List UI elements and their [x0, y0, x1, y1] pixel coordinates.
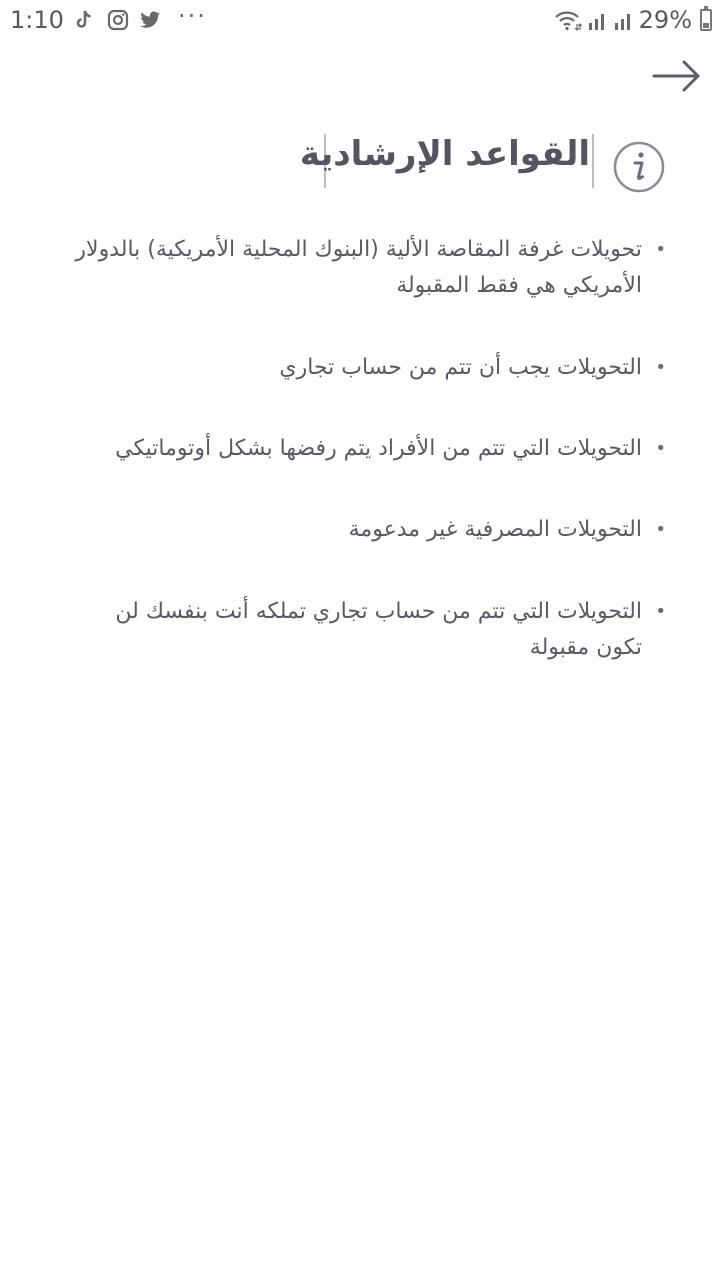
guidelines-list: [70, 232, 642, 666]
guideline-item: • التحويلات يجب أن تتم من حساب تجاري: [70, 350, 642, 386]
status-bar: [0, 0, 720, 40]
tiktok-icon: [72, 8, 96, 32]
guideline-item: • تحويلات غرفة المقاصة الألية (البنوك المحلية الأمريكية) بالدولار الأمريكي هي فقط المقبولة: [70, 232, 642, 304]
twitter-icon: [138, 8, 162, 32]
wifi-icon: [554, 8, 582, 32]
signal-2-icon: [612, 8, 636, 32]
page-title: القواعد الإرشادية: [299, 134, 590, 174]
battery-percent: 29%: [638, 6, 692, 34]
info-icon: [612, 140, 666, 194]
guidelines-header: [0, 130, 720, 192]
battery-icon: [700, 9, 712, 31]
instagram-icon: [106, 8, 130, 32]
more-notifications-icon: ···: [178, 2, 207, 30]
guideline-item: • التحويلات المصرفية غير مدعومة: [70, 512, 642, 548]
guideline-item: • التحويلات التي تتم من الأفراد يتم رفضها بشكل أوتوماتيكي: [70, 431, 642, 467]
divider-right: [592, 134, 594, 188]
back-arrow-icon[interactable]: [652, 58, 702, 94]
guideline-item: • التحويلات التي تتم من حساب تجاري تملكه أنت بنفسك لن تكون مقبولة: [70, 594, 642, 666]
status-time: 1:10: [10, 6, 64, 34]
signal-1-icon: [586, 8, 610, 32]
